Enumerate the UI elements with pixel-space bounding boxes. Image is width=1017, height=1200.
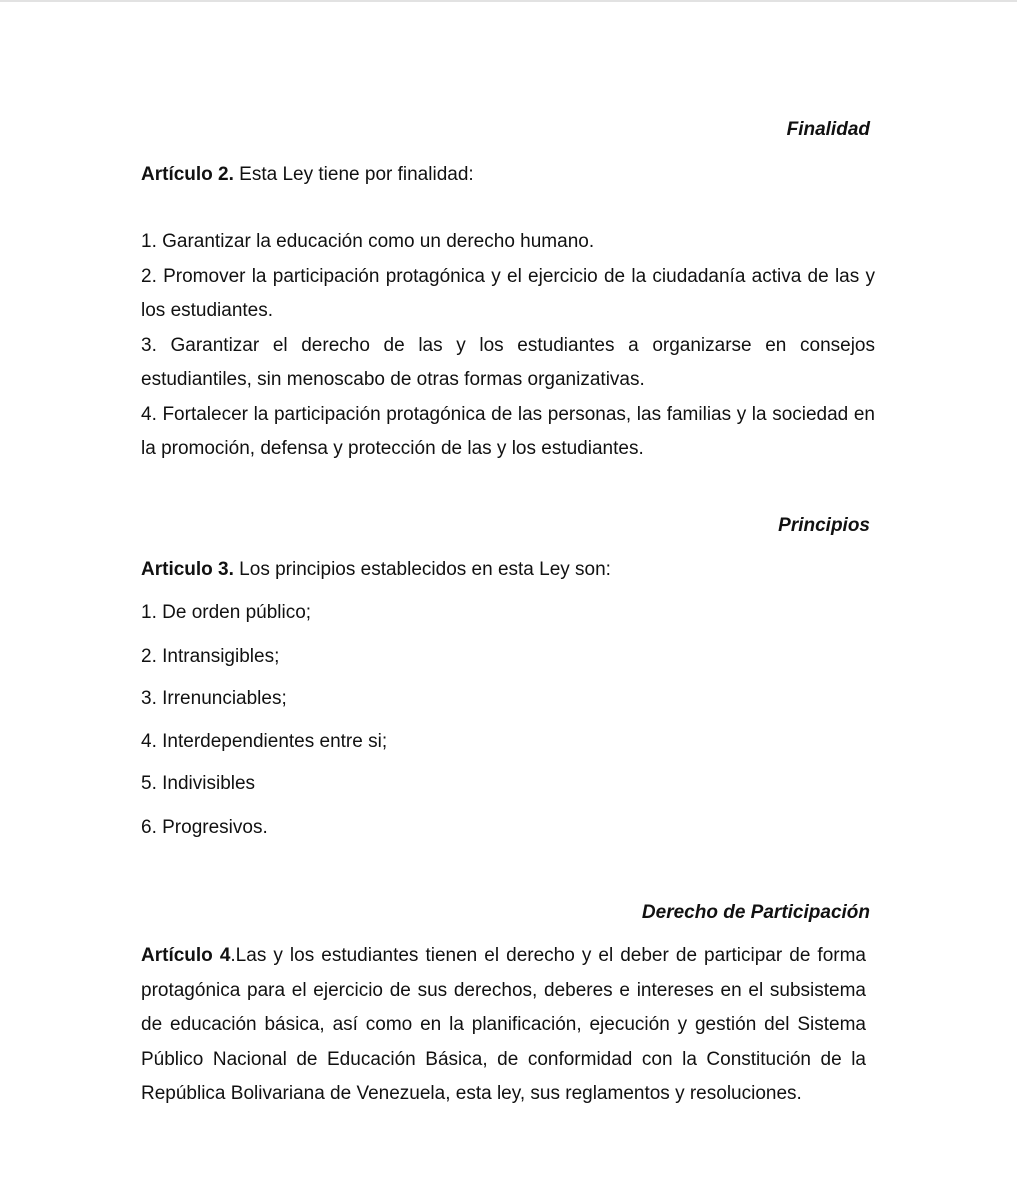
list-item: 2. Promover la participación protagónica y el ejercicio de la ciudadanía activa de las y los estudiantes. (141, 265, 875, 321)
article-2-text: Esta Ley tiene por finalidad: (233, 164, 474, 185)
list-item: 6. Progresivos. (141, 817, 268, 838)
article-2-label: Artículo 2. (141, 164, 234, 185)
section-heading-finalidad: Finalidad (786, 119, 870, 140)
top-border (0, 0, 1017, 2)
list-item: 4. Interdependientes entre si; (141, 731, 388, 752)
list-item: 3. Garantizar el derecho de las y los estudiantes a organizarse en consejos estudiantiles, sin menoscabo de otras formas organizativas. (141, 334, 875, 390)
list-item: 1. Garantizar la educación como un derecho humano. (141, 231, 595, 252)
list-item: 1. De orden público; (141, 602, 312, 623)
section-heading-participacion (642, 902, 870, 924)
article-4-paragraph (141, 939, 866, 1112)
article-3-intro (141, 559, 611, 581)
article-2-items (141, 225, 875, 467)
article-3-text: Los principios establecidos en esta Ley son: (233, 559, 611, 580)
list-item: 2. Intransigibles; (141, 646, 280, 667)
section-heading-participacion-text: Derecho de Participación (641, 902, 870, 923)
article-4-text: .Las y los estudiantes tienen el derecho y el deber de participar de forma protagónica para el ejercicio de sus derechos, deberes e intereses en el subsistema de educación básica, así como en la planificación, ejecución y gestión del Sistema Público Nacional de Educación Básica, de conformidad con la Constitución de la República Bolivariana de Venezuela, esta ley, sus reglamentos y resoluciones. (141, 945, 867, 1104)
list-item: 4. Fortalecer la participación protagónica de las personas, las familias y la sociedad en la promoción, defensa y protección de las y los estudiantes. (141, 403, 875, 459)
list-item: 5. Indivisibles (141, 773, 256, 794)
list-item: 3. Irrenunciables; (141, 688, 287, 709)
article-3-label: Articulo 3. (141, 559, 234, 580)
article-4-label: Artículo 4 (141, 945, 231, 966)
article-2-intro (141, 164, 474, 186)
section-heading-principios: Principios (778, 515, 870, 536)
